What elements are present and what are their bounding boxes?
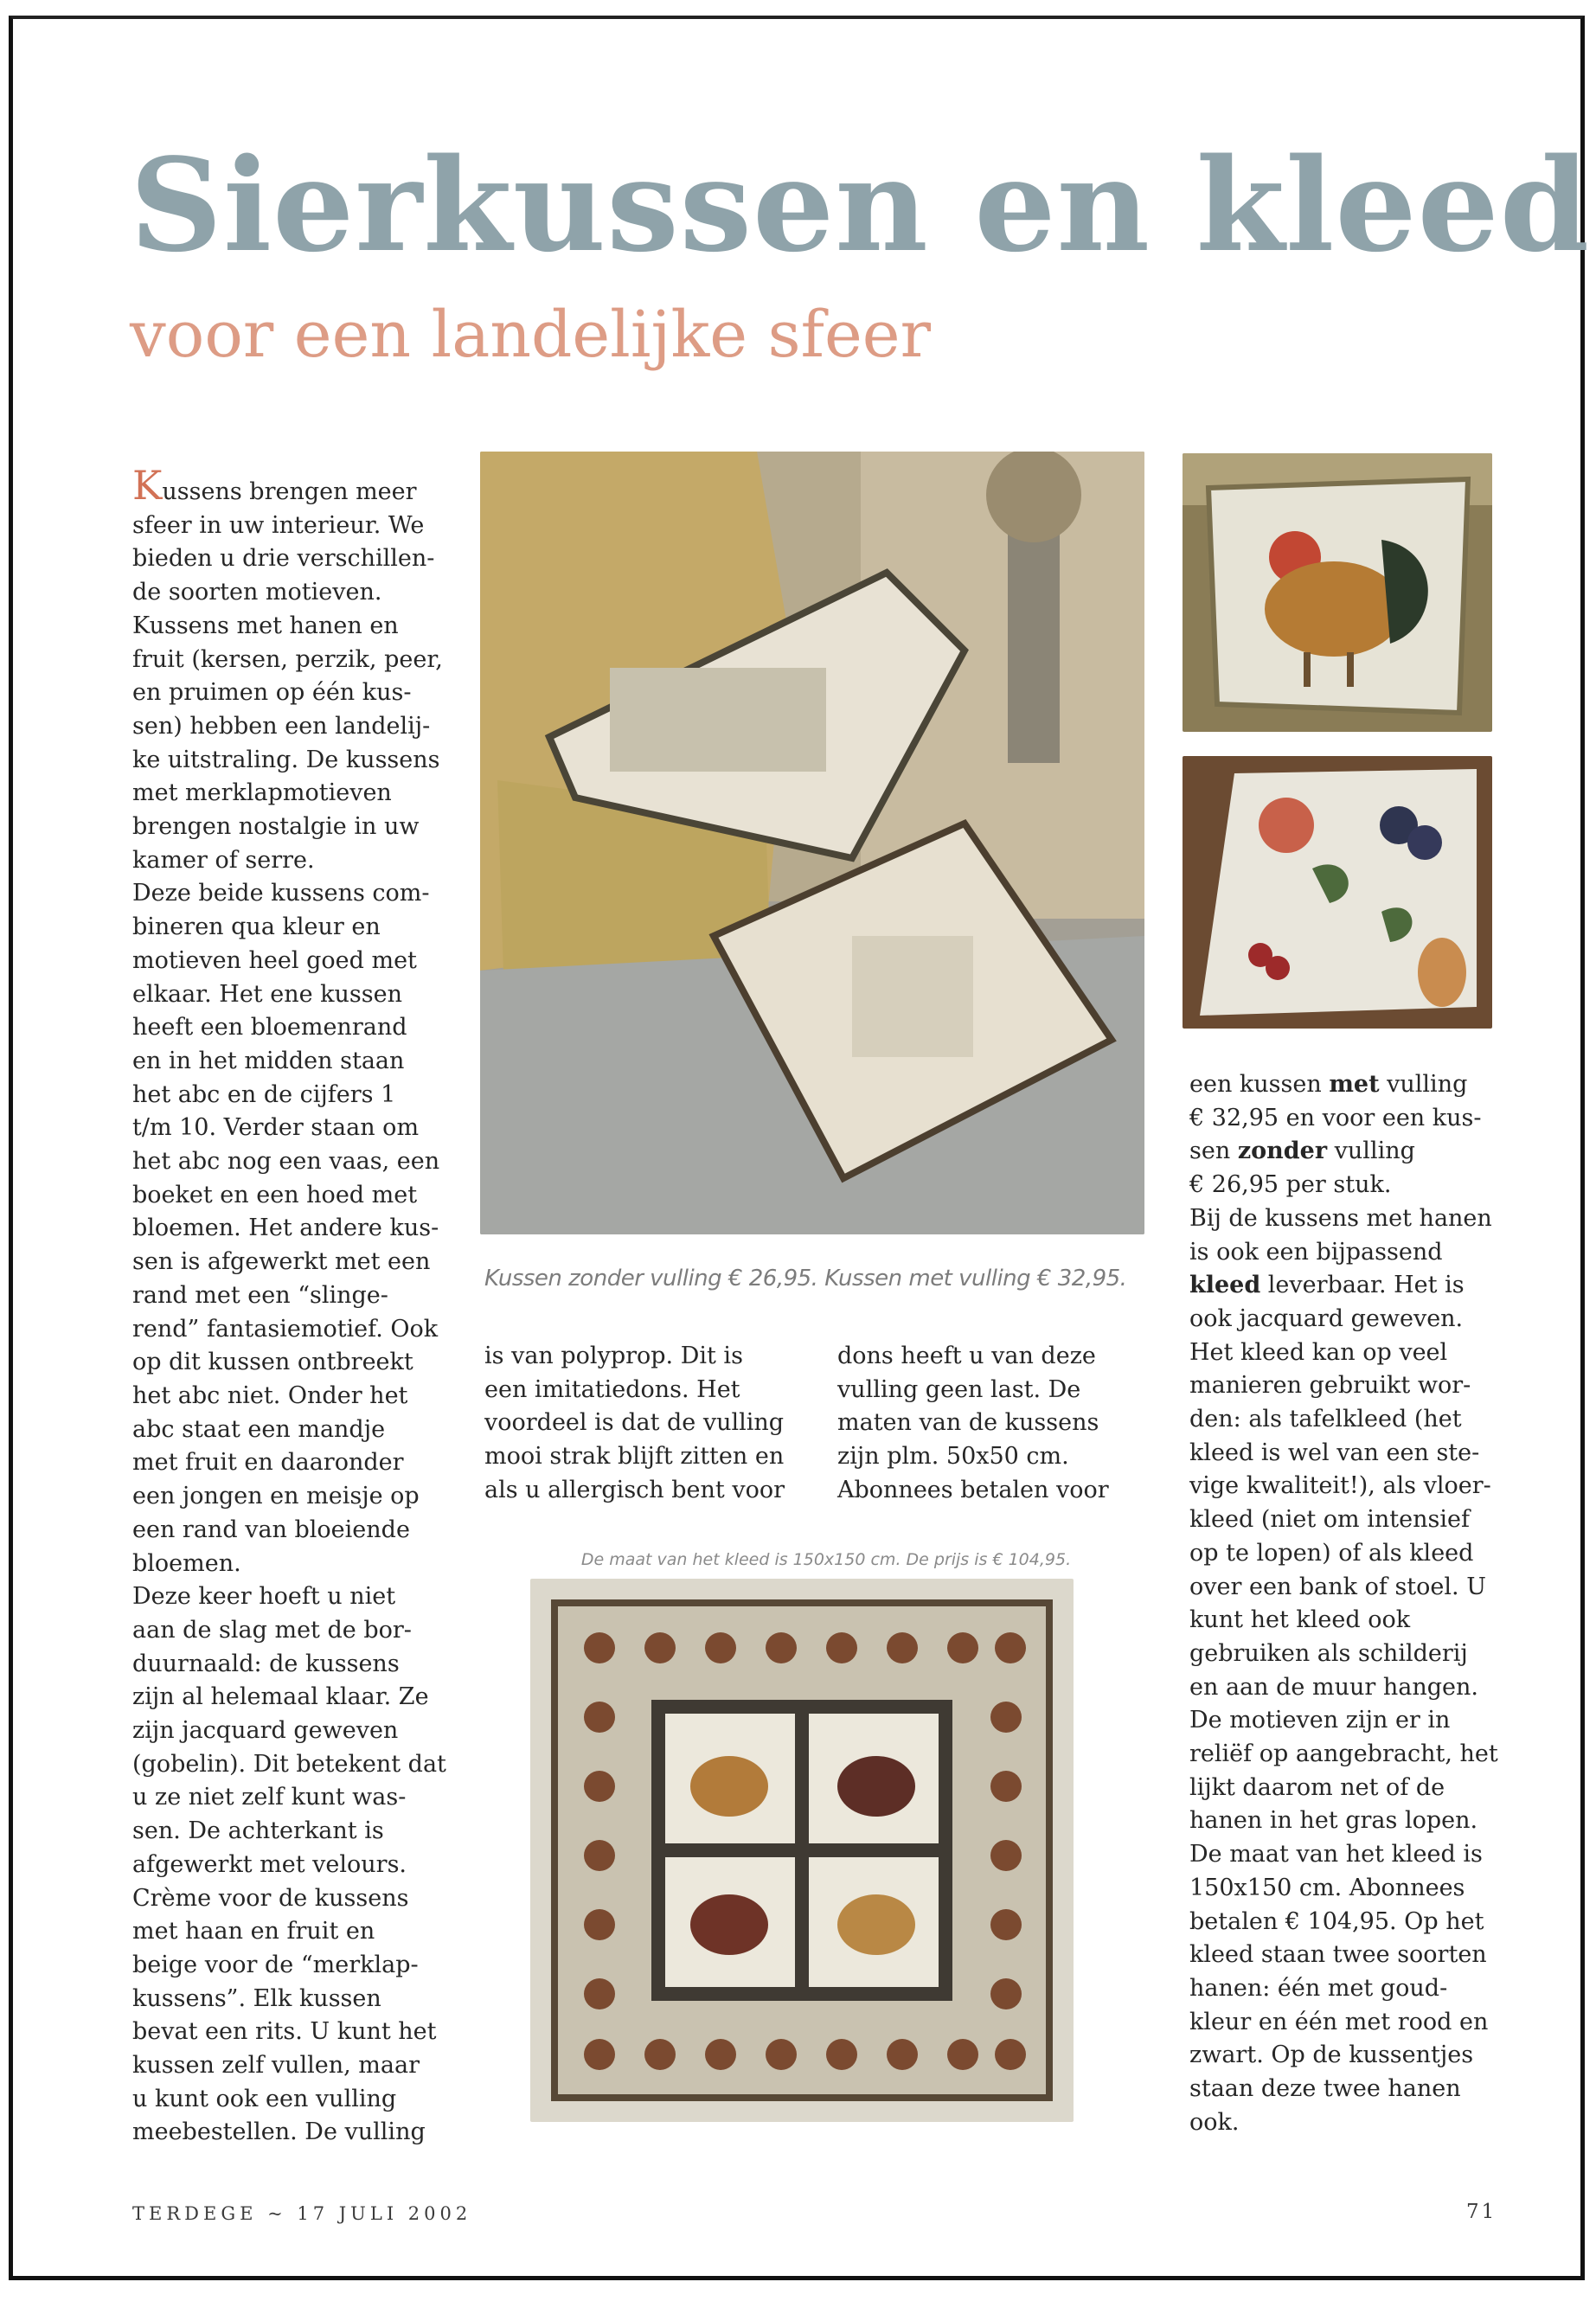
column-line: zijn jacquard geweven xyxy=(132,1717,399,1745)
column-line: sen. De achterkant is xyxy=(132,1817,384,1845)
column-line: kleed is wel van een ste- xyxy=(1189,1439,1480,1466)
column-line: t/m 10. Verder staan om xyxy=(132,1114,420,1142)
column-line: kleed leverbaar. Het is xyxy=(1189,1272,1465,1299)
column-line: sen is afgewerkt met een xyxy=(132,1248,431,1276)
column-line: Crème voor de kussens xyxy=(132,1884,409,1912)
column-line: Deze beide kussens com- xyxy=(132,880,430,907)
column-line: kleed (niet om intensief xyxy=(1189,1506,1470,1534)
column-line: 150x150 cm. Abonnees xyxy=(1189,1874,1465,1901)
column-line: bevat een rits. U kunt het xyxy=(132,2018,437,2046)
column-line: een kussen met vulling xyxy=(1189,1071,1468,1098)
column-line: een rand van bloeiende xyxy=(132,1516,410,1543)
column-line: meebestellen. De vulling xyxy=(132,2118,426,2146)
column-line: hanen: één met goud- xyxy=(1189,1974,1448,2002)
footer-publication: TERDEGE ~ 17 JULI 2002 xyxy=(132,2203,472,2224)
column-line: zijn al helemaal klaar. Ze xyxy=(132,1683,429,1711)
column-line: met haan en fruit en xyxy=(132,1918,375,1945)
article-title: Sierkussen en kleed xyxy=(130,130,1591,280)
column-line: kussen zelf vullen, maar xyxy=(132,2052,420,2080)
column-line: Kussens brengen meer xyxy=(132,462,417,509)
column-line: is ook een bijpassend xyxy=(1189,1238,1443,1266)
column-line: rend” fantasiemotief. Ook xyxy=(132,1315,439,1343)
column-line: het abc nog een vaas, een xyxy=(132,1148,440,1176)
column-line: afgewerkt met velours. xyxy=(132,1850,407,1878)
column-line: op te lopen) of als kleed xyxy=(1189,1539,1474,1567)
column-line: vige kwaliteit!), als vloer- xyxy=(1189,1472,1491,1500)
column-line: gebruiken als schilderij xyxy=(1189,1639,1468,1667)
column-line: sen) hebben een landelij- xyxy=(132,712,431,740)
column-line: hanen in het gras lopen. xyxy=(1189,1807,1478,1835)
column-line: en pruimen op één kus- xyxy=(132,679,412,707)
column-line: lijkt daarom net of de xyxy=(1189,1773,1445,1801)
column-line: bieden u drie verschillen- xyxy=(132,545,435,573)
column-line: ke uitstraling. De kussens xyxy=(132,746,440,773)
column-line: motieven heel goed met xyxy=(132,946,417,974)
column-line: en aan de muur hangen. xyxy=(1189,1673,1478,1701)
column-line: de soorten motieven. xyxy=(132,579,382,606)
column-line: Bij de kussens met hanen xyxy=(1189,1204,1492,1232)
article-subtitle: voor een landelijke sfeer xyxy=(130,298,931,372)
column-line: Het kleed kan op veel xyxy=(1189,1338,1448,1366)
article-column-2 xyxy=(484,1340,813,1508)
column-line: bloemen. Het andere kus- xyxy=(132,1215,439,1242)
main-photo-caption: Kussen zonder vulling € 26,95. Kussen met vulling € 32,95. xyxy=(484,1266,1127,1292)
column-line: De maat van het kleed is xyxy=(1189,1841,1483,1868)
rooster-rug-photo xyxy=(530,1579,1074,2122)
column-line: Kussens met hanen en xyxy=(132,612,399,639)
drop-cap: K xyxy=(132,462,163,509)
column-line: en in het midden staan xyxy=(132,1047,405,1074)
column-line: abc staat een mandje xyxy=(132,1415,386,1443)
column-line: sen zonder vulling xyxy=(1189,1138,1415,1165)
column-line: kunt het kleed ook xyxy=(1189,1606,1411,1634)
column-line: met fruit en daaronder xyxy=(132,1449,404,1477)
column-line: als u allergisch bent voor xyxy=(484,1476,785,1503)
column-line: u ze niet zelf kunt was- xyxy=(132,1784,407,1811)
column-line: maten van de kussens xyxy=(837,1409,1099,1437)
column-line: over een bank of stoel. U xyxy=(1189,1573,1486,1600)
column-line: Deze keer hoeft u niet xyxy=(132,1583,396,1611)
column-line: heeft een bloemenrand xyxy=(132,1014,407,1042)
fruit-cushion-photo xyxy=(1183,756,1492,1029)
article-column-1 xyxy=(132,462,452,2150)
column-line: mooi strak blijft zitten en xyxy=(484,1443,785,1471)
column-line: sfeer in uw interieur. We xyxy=(132,511,425,539)
column-line: een imitatiedons. Het xyxy=(484,1375,740,1403)
column-line: het abc niet. Onder het xyxy=(132,1381,408,1409)
column-line: ook jacquard geweven. xyxy=(1189,1304,1464,1332)
column-line: Abonnees betalen voor xyxy=(837,1476,1109,1503)
column-line: met merklapmotieven xyxy=(132,779,392,807)
column-line: is van polyprop. Dit is xyxy=(484,1343,743,1369)
column-line: op dit kussen ontbreekt xyxy=(132,1349,413,1376)
column-line: boeket en een hoed met xyxy=(132,1181,418,1208)
column-line: ook. xyxy=(1189,2108,1240,2136)
column-line: elkaar. Het ene kussen xyxy=(132,980,402,1008)
column-line: duurnaald: de kussens xyxy=(132,1650,400,1677)
column-line: bineren qua kleur en xyxy=(132,913,381,941)
column-line: zijn plm. 50x50 cm. xyxy=(837,1443,1069,1471)
magazine-page xyxy=(9,16,1591,2280)
column-line: u kunt ook een vulling xyxy=(132,2085,397,2112)
rug-photo-caption: De maat van het kleed is 150x150 cm. De prijs is € 104,95. xyxy=(580,1550,1072,1569)
column-line: € 32,95 en voor een kus- xyxy=(1189,1104,1482,1131)
rooster-cushion-photo xyxy=(1183,453,1492,732)
column-line: De motieven zijn er in xyxy=(1189,1707,1451,1734)
cushions-photo xyxy=(480,452,1144,1234)
column-line: brengen nostalgie in uw xyxy=(132,813,420,841)
column-line: (gobelin). Dit betekent dat xyxy=(132,1750,446,1778)
column-line: vulling geen last. De xyxy=(837,1375,1081,1403)
column-line: kleed staan twee soorten xyxy=(1189,1941,1487,1969)
column-line: fruit (kersen, perzik, peer, xyxy=(132,645,443,673)
column-line: kamer of serre. xyxy=(132,846,315,874)
column-line: zwart. Op de kussentjes xyxy=(1189,2041,1474,2069)
column-line: betalen € 104,95. Op het xyxy=(1189,1907,1484,1935)
column-line: staan deze twee hanen xyxy=(1189,2075,1461,2103)
column-line: kussens”. Elk kussen xyxy=(132,1984,381,2012)
column-line: manieren gebruikt wor- xyxy=(1189,1372,1471,1400)
column-line: € 26,95 per stuk. xyxy=(1189,1171,1392,1199)
column-line: beige voor de “merklap- xyxy=(132,1951,419,1978)
column-line: een jongen en meisje op xyxy=(132,1483,420,1510)
column-line: dons heeft u van deze xyxy=(837,1343,1096,1369)
column-line: bloemen. xyxy=(132,1549,241,1577)
column-line: reliëf op aangebracht, het xyxy=(1189,1740,1498,1768)
column-line: kleur en één met rood en xyxy=(1189,2008,1489,2035)
page-number: 71 xyxy=(1466,2201,1497,2223)
column-line: voordeel is dat de vulling xyxy=(484,1409,785,1437)
column-line: het abc en de cijfers 1 xyxy=(132,1080,396,1108)
article-column-3 xyxy=(837,1340,1166,1508)
column-line: rand met een “slinge- xyxy=(132,1281,388,1309)
column-line: den: als tafelkleed (het xyxy=(1189,1406,1462,1433)
article-column-4 xyxy=(1189,1068,1505,2140)
column-line: aan de slag met de bor- xyxy=(132,1616,412,1644)
